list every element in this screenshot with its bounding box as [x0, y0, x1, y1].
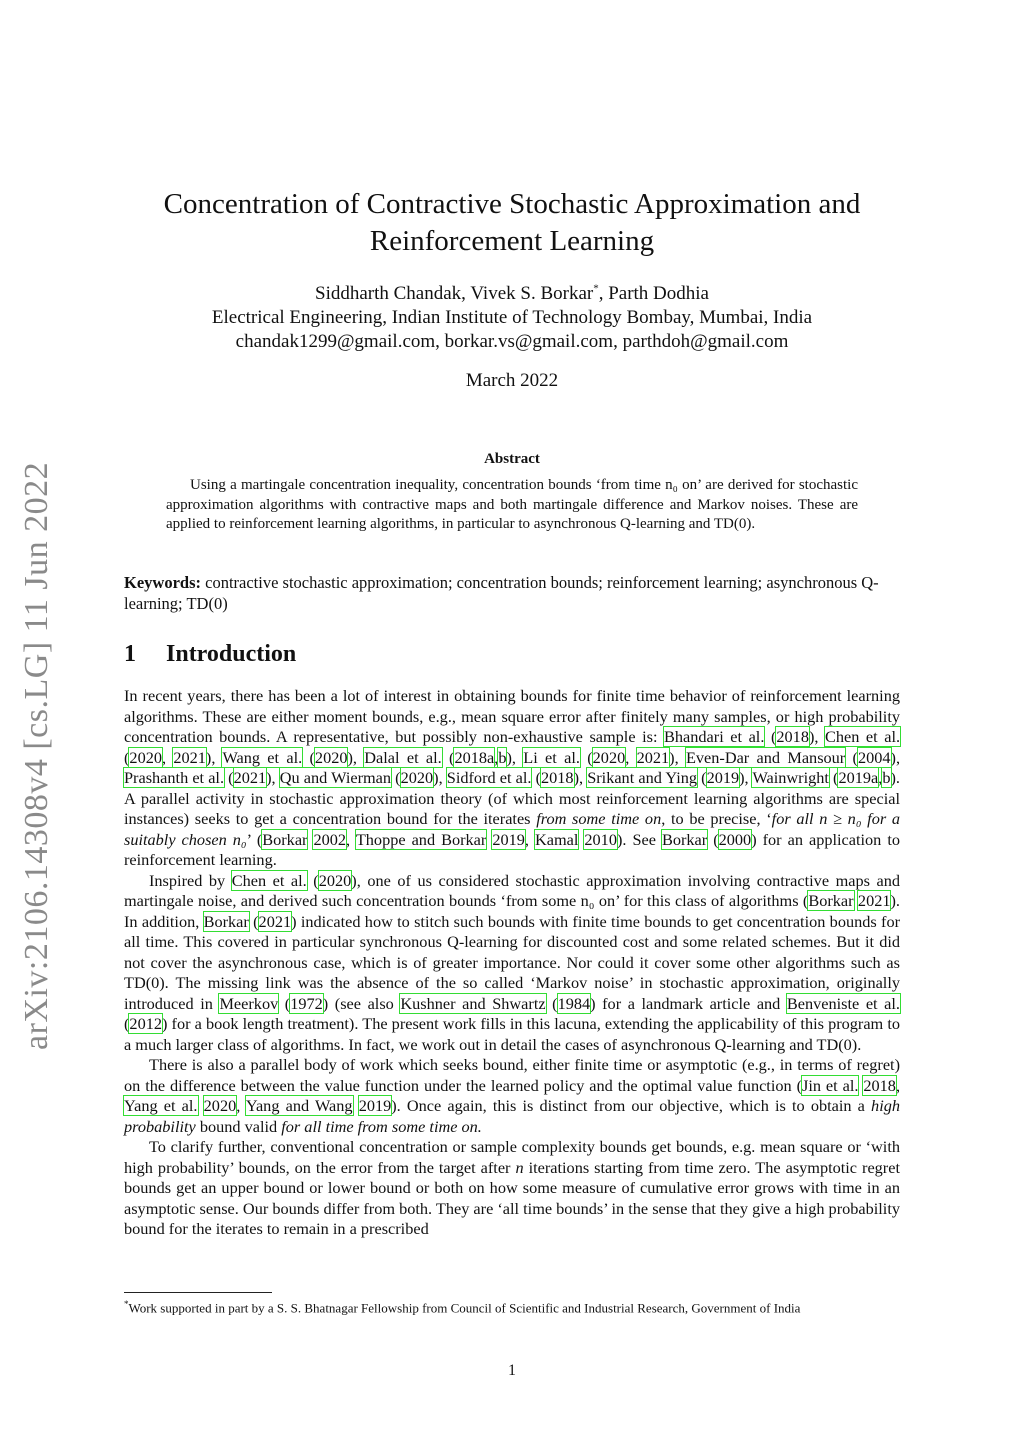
keywords-label: Keywords: [124, 573, 201, 592]
author-names [124, 282, 900, 306]
citation-link[interactable]: 2010 [584, 829, 617, 849]
paragraph-4: To clarify further, conventional concentration or sample complexity bounds get bounds, e.g. mean square or ‘with high probability’ bounds, on the error from the target after n iterations starting from time zero. The asymptotic regret bounds get an upper bound or lower bound or both on how some measure of cumulative error grows with time in an asymptotic sense. Our bounds differ from both. They are ‘all time bounds’ in the sense that they give a high probability bound for the iterates to remain in a prescribed [124, 1137, 900, 1238]
footnote-text: Work supported in part by a S. S. Bhatnagar Fellowship from Council of Scientific and Industrial Research, Government of India [128, 1300, 801, 1316]
section-title: Introduction [166, 641, 297, 667]
footnote-mark[interactable]: * [593, 282, 599, 295]
citation-link[interactable]: Benveniste et al. [786, 993, 900, 1013]
footnote [124, 1296, 900, 1316]
paragraph-3: There is also a parallel body of work which seeks bound, either finite time or asymptotic (e.g., in terms of regret) on the difference between the value function under the learned policy and the optimal value function (Jin et al. 2018, Yang et al. 2020, Yang and Wang 2019). Once again, this is distinct from our objective, which is to obtain a high probability bound valid for all time from some time on. [124, 1055, 901, 1136]
citation-link[interactable]: Thoppe and Borkar [355, 829, 487, 849]
citation-link[interactable]: Wang et al. [222, 747, 303, 767]
citation-link[interactable]: 2020 [129, 747, 162, 767]
keywords [124, 572, 900, 614]
paragraph-2: Inspired by Chen et al. (2020), one of us considered stochastic approximation involving contractive maps and martingale noise, and derived such concentration bounds ‘from some n₀ on’ for this class of algorithms (Borkar 2021). In addition, Borkar (2021) indicated how to stitch such bounds with finite time bounds to get concentration bounds for all time. This covered in particular synchronous Q-learning for discounted cost and some related schemes. But it did not cover the asynchronous case, which is of greater importance. Nor could it cover some other algorithms such as TD(0). The missing link was the absence of the so called ‘Markov noise’ in stochastic approximation, originally introduced in Meerkov (1972) (see also Kushner and Shwartz (1984) for a landmark article and Benveniste et al. (2012) for a book length treatment). The present work fills in this lacuna, extending the applicability of this program to a much larger class of algorithms. In fact, we work out in detail the cases of asynchronous Q-learning and TD(0). [124, 870, 901, 1054]
citation-link[interactable]: 2021 [173, 747, 206, 767]
citation-link[interactable]: Borkar [808, 891, 854, 910]
citation-link[interactable]: 2020 [203, 1096, 237, 1115]
citation-link[interactable]: 2018 [541, 768, 574, 787]
citation-link[interactable]: Meerkov [219, 993, 279, 1013]
citation-link[interactable]: 2018 [776, 727, 809, 746]
citation-link[interactable]: 2021 [636, 747, 670, 767]
abstract-heading: Abstract [484, 451, 540, 467]
section-body [124, 686, 900, 1240]
citation-link[interactable]: 2021 [857, 891, 891, 910]
citation-link[interactable]: 2021 [258, 911, 292, 931]
citation-link[interactable]: 2021 [233, 768, 267, 787]
paper-title [124, 186, 900, 260]
abstract-text: Using a martingale concentration inequality, concentration bounds ‘from time n₀ on’ are derived for stochastic approximation algorithms with contractive maps and both martingale difference and Markov noises. These are applied to reinforcement learning algorithms, in particular to asynchronous Q-learning and TD(0). [166, 477, 858, 532]
citation-link[interactable]: Yang and Wang [245, 1096, 353, 1115]
citation-link[interactable]: Yang et al. [124, 1096, 198, 1115]
citation-link[interactable]: 2018 [863, 1075, 896, 1095]
paper-date: March 2022 [465, 370, 559, 391]
citation-link[interactable]: 2020 [314, 747, 348, 767]
citation-link[interactable]: Borkar [203, 911, 249, 931]
citation-link[interactable]: Wainwright [752, 768, 829, 787]
citation-link[interactable]: 2019 [358, 1096, 392, 1115]
page-number: 1 [508, 1362, 516, 1379]
footnote-marker: * [124, 1299, 129, 1309]
footnote-rule [124, 1292, 272, 1293]
citation-link[interactable]: 2020 [318, 870, 352, 890]
citation-link[interactable]: 2000 [718, 829, 752, 849]
citation-link[interactable]: Even-Dar and Mansour [685, 747, 846, 767]
keywords-text: contractive stochastic approximation; concentration bounds; reinforcement learning; asynchronous Q-learning; TD(0) [124, 573, 879, 613]
title-line-1: Concentration of Contractive Stochastic Approximation and [163, 188, 861, 220]
citation-link[interactable]: 2012 [129, 1014, 162, 1033]
citation-link[interactable]: Chen et al. [825, 727, 901, 746]
citation-link[interactable]: 2018a [454, 747, 495, 767]
author-block [124, 282, 900, 354]
citation-link[interactable]: Dalal et al. [364, 747, 442, 767]
citation-link[interactable]: b [882, 768, 891, 787]
citation-link[interactable]: 2019 [492, 829, 525, 849]
author-emails: chandak1299@gmail.com, borkar.vs@gmail.com, parthdoh@gmail.com [235, 331, 789, 352]
citation-link[interactable]: 2019a [838, 768, 879, 787]
citation-link[interactable]: 2002 [313, 829, 347, 849]
affiliation: Electrical Engineering, Indian Institute of Technology Bombay, Mumbai, India [211, 307, 813, 328]
citation-link[interactable]: Srikant and Ying [587, 768, 698, 787]
citation-link[interactable]: 1984 [557, 993, 591, 1013]
citation-link[interactable]: Li et al. [523, 747, 580, 767]
section-heading [124, 641, 900, 668]
citation-link[interactable]: Borkar [262, 829, 308, 849]
citation-link[interactable]: Kushner and Shwartz [400, 993, 546, 1013]
citation-link[interactable]: 2020 [592, 747, 626, 767]
citation-link[interactable]: Kamal [534, 829, 579, 849]
section-number: 1 [124, 641, 136, 667]
citation-link[interactable]: Jin et al. [802, 1075, 859, 1095]
citation-link[interactable]: 2004 [857, 747, 891, 767]
citation-link[interactable]: 1972 [290, 993, 323, 1013]
citation-link[interactable]: 2019 [706, 768, 740, 787]
author-names-first: Siddharth Chandak, Vivek S. Borkar [315, 283, 594, 304]
citation-link[interactable]: Borkar [661, 829, 708, 849]
citation-link[interactable]: b [498, 747, 507, 767]
citation-link[interactable]: Chen et al. [231, 870, 307, 890]
author-names-last: , Parth Dodhia [598, 283, 709, 304]
citation-link[interactable]: Sidford et al. [446, 768, 532, 787]
title-line-2: Reinforcement Learning [369, 225, 655, 257]
citation-link[interactable]: Prashanth et al. [124, 768, 225, 787]
arxiv-stamp: arXiv:2106.14308v4 [cs.LG] 11 Jun 2022 [18, 461, 55, 1050]
paragraph-1: In recent years, there has been a lot of interest in obtaining bounds for finite time behavior of reinforcement learning algorithms. These are either moment bounds, e.g., mean square error after finitely many samples, or high probability concentration bounds. A representative, but possibly non-exhaustive sample is: Bhandari et al. (2018), Chen et al. (2020, 2021), Wang et al. (2020), Dalal et al. (2018a,b), Li et al. (2020, 2021), Even-Dar and Mansour (2004), Prashanth et al. (2021), Qu and Wierman (2020), Sidford et al. (2018), Srikant and Ying (2019), Wainwright (2019a,b). A parallel activity in stochastic approximation theory (of which most reinforcement learning algorithms are special instances) seeks to get a concentration bound for the iterates from some time on, to be precise, ‘for all n ≥ n₀ for a suitably chosen n₀’ (Borkar 2002, Thoppe and Borkar 2019, Kamal 2010). See Borkar (2000) for an application to reinforcement learning. [124, 686, 901, 869]
citation-link[interactable]: Qu and Wierman [279, 768, 392, 787]
citation-link[interactable]: Bhandari et al. [664, 727, 765, 746]
citation-link[interactable]: 2020 [400, 768, 434, 787]
